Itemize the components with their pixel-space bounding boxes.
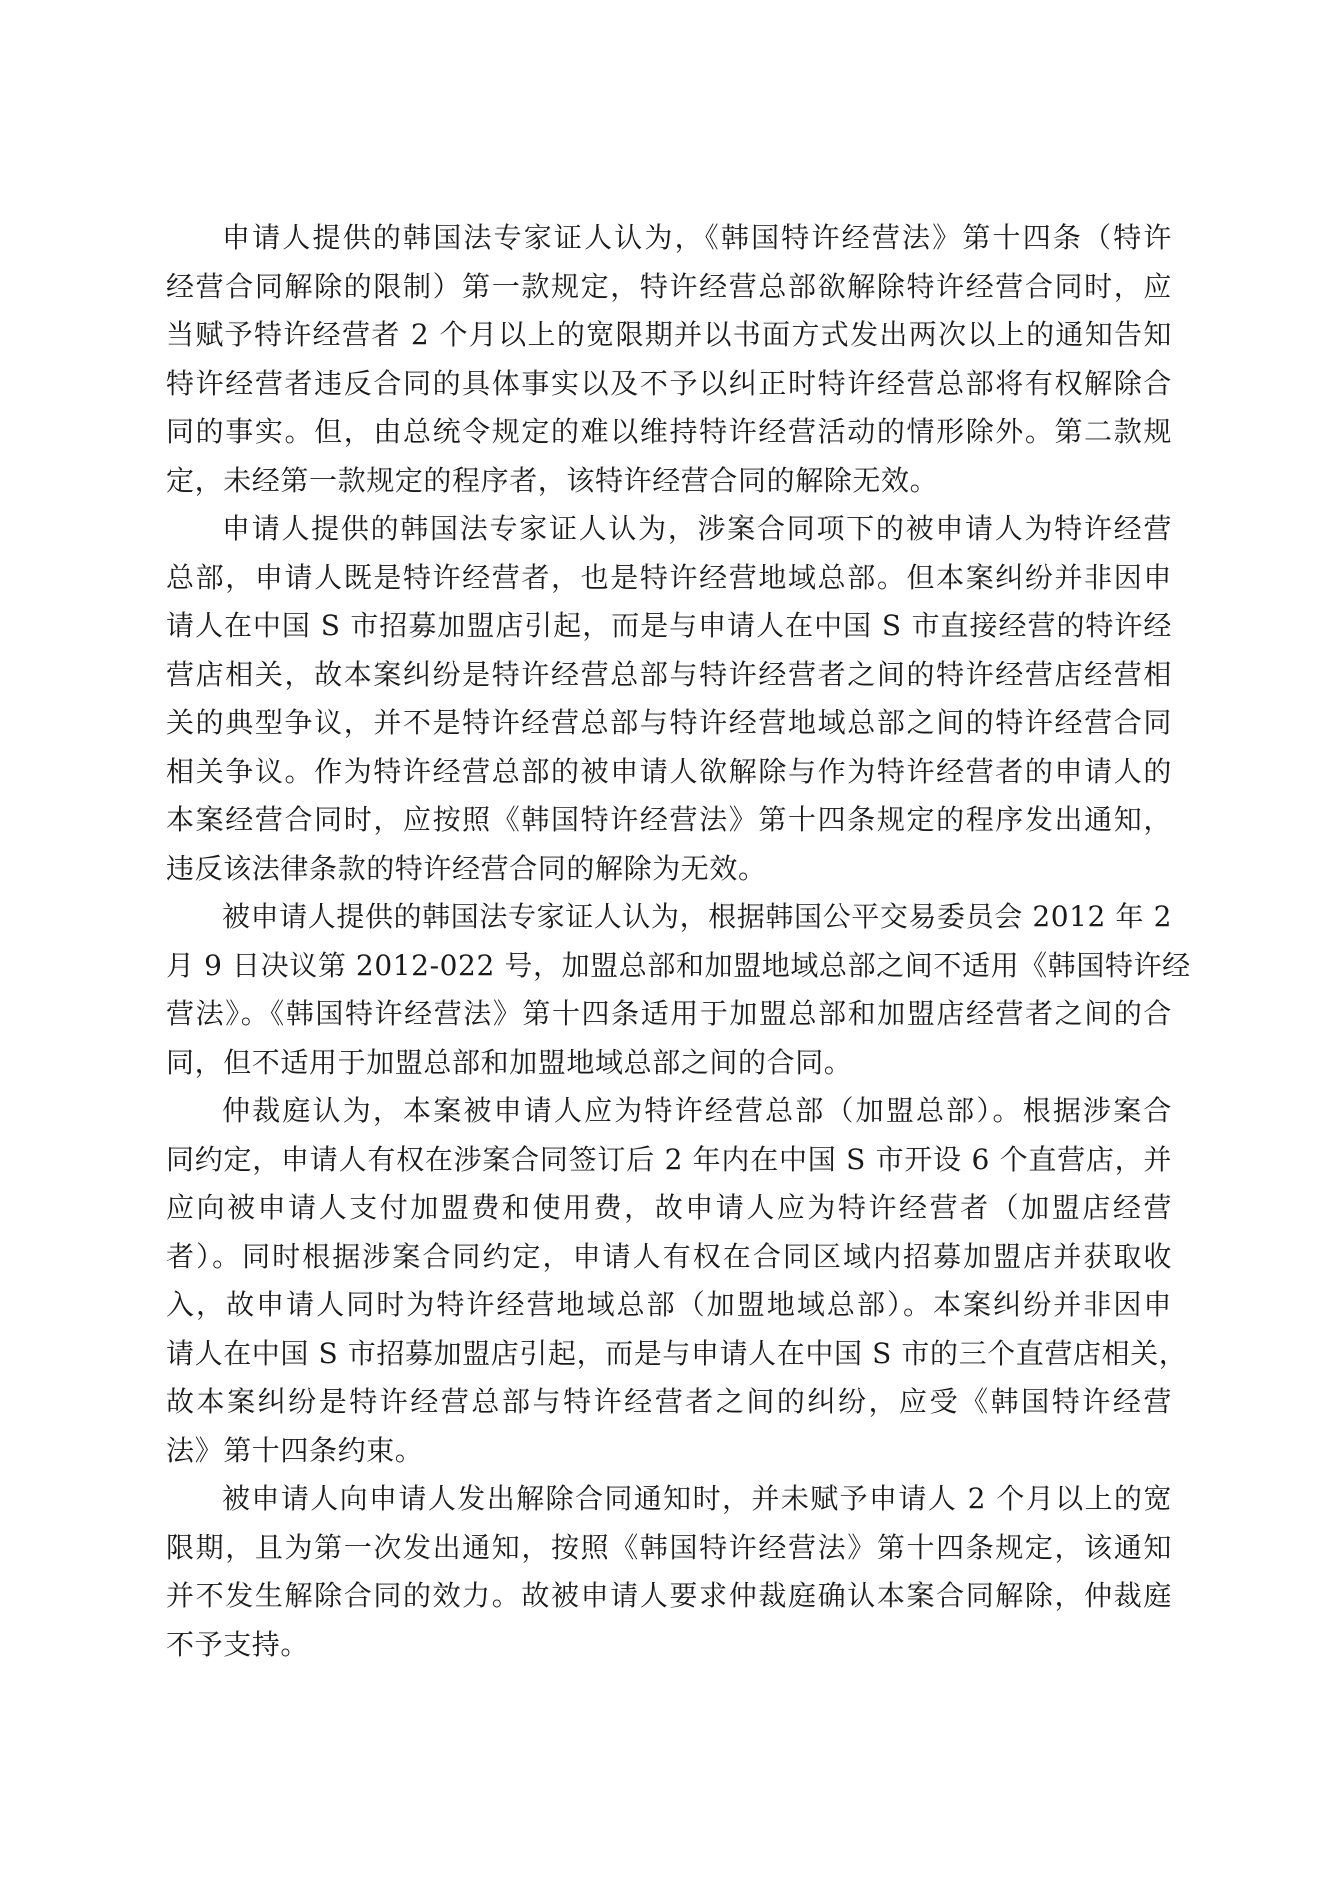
paragraph-line: 者）。同时根据涉案合同约定，申请人有权在合同区域内招募加盟店并获取收 [166, 1239, 1172, 1273]
paragraph-line: 同，但不适用于加盟总部和加盟地域总部之间的合同。 [166, 1045, 853, 1079]
paragraph [166, 505, 1172, 893]
paragraph-line: 法》第十四条约束。 [166, 1433, 424, 1467]
paragraph-line: 并不发生解除合同的效力。故被申请人要求仲裁庭确认本案合同解除，仲裁庭 [166, 1579, 1172, 1612]
paragraph-line: 被申请人提供的韩国法专家证人认为，根据韩国公平交易委员会 2012 年 2 [222, 900, 1172, 933]
paragraph-line: 营法》。《韩国特许经营法》第十四条适用于加盟总部和加盟店经营者之间的合 [166, 997, 1172, 1030]
paragraph [166, 214, 1172, 505]
paragraph-line: 被申请人向申请人发出解除合同通知时，并未赋予申请人 2 个月以上的宽 [222, 1482, 1172, 1515]
paragraph-line: 相关争议。作为特许经营总部的被申请人欲解除与作为特许经营者的申请人的 [166, 754, 1172, 788]
paragraph-line: 本案经营合同时，应按照《韩国特许经营法》第十四条规定的程序发出通知， [166, 803, 1172, 836]
paragraph-line: 申请人提供的韩国法专家证人认为，涉案合同项下的被申请人为特许经营 [222, 512, 1172, 545]
paragraph-line: 关的典型争议，并不是特许经营总部与特许经营地域总部之间的特许经营合同 [166, 706, 1172, 739]
paragraph-line: 同约定，申请人有权在涉案合同签订后 2 年内在中国 S 市开设 6 个直营店，并 [166, 1142, 1172, 1176]
paragraph-line: 经营合同解除的限制）第一款规定，特许经营总部欲解除特许经营合同时，应 [166, 269, 1172, 303]
paragraph-line: 总部，申请人既是特许经营者，也是特许经营地域总部。但本案纠纷并非因申 [166, 560, 1172, 594]
paragraph-line: 应向被申请人支付加盟费和使用费，故申请人应为特许经营者（加盟店经营 [166, 1191, 1172, 1224]
paragraph [166, 1087, 1188, 1475]
paragraph-line: 仲裁庭认为，本案被申请人应为特许经营总部（加盟总部）。根据涉案合 [222, 1094, 1172, 1127]
paragraph-line: 定，未经第一款规定的程序者，该特许经营合同的解除无效。 [166, 463, 939, 497]
paragraph [166, 893, 1191, 1087]
paragraph-line: 限期，且为第一次发出通知，按照《韩国特许经营法》第十四条规定，该通知 [166, 1530, 1172, 1564]
paragraph [166, 1475, 1172, 1669]
paragraph-line: 营店相关，故本案纠纷是特许经营总部与特许经营者之间的特许经营店经营相 [166, 657, 1172, 691]
paragraph-line: 特许经营者违反合同的具体事实以及不予以纠正时特许经营总部将有权解除合 [166, 366, 1172, 400]
paragraph-line: 违反该法律条款的特许经营合同的解除为无效。 [166, 851, 767, 885]
paragraph-line: 入，故申请人同时为特许经营地域总部（加盟地域总部）。本案纠纷并非因申 [166, 1288, 1172, 1321]
paragraph-line: 同的事实。但，由总统令规定的难以维持特许经营活动的情形除外。第二款规 [166, 415, 1172, 448]
paragraph-line: 故本案纠纷是特许经营总部与特许经营者之间的纠纷，应受《韩国特许经营 [166, 1385, 1172, 1418]
paragraph-line: 不予支持。 [166, 1627, 310, 1661]
document-body [166, 214, 1191, 1669]
paragraph-line: 请人在中国 S 市招募加盟店引起，而是与申请人在中国 S 市的三个直营店相关， [166, 1336, 1188, 1370]
paragraph-line: 申请人提供的韩国法专家证人认为，《韩国特许经营法》第十四条（特许 [222, 221, 1172, 254]
paragraph-line: 当赋予特许经营者 2 个月以上的宽限期并以书面方式发出两次以上的通知告知 [166, 318, 1172, 351]
paragraph-line: 请人在中国 S 市招募加盟店引起，而是与申请人在中国 S 市直接经营的特许经 [166, 609, 1172, 642]
paragraph-line: 月 9 日决议第 2012-022 号，加盟总部和加盟地域总部之间不适用《韩国特许经 [166, 948, 1191, 982]
